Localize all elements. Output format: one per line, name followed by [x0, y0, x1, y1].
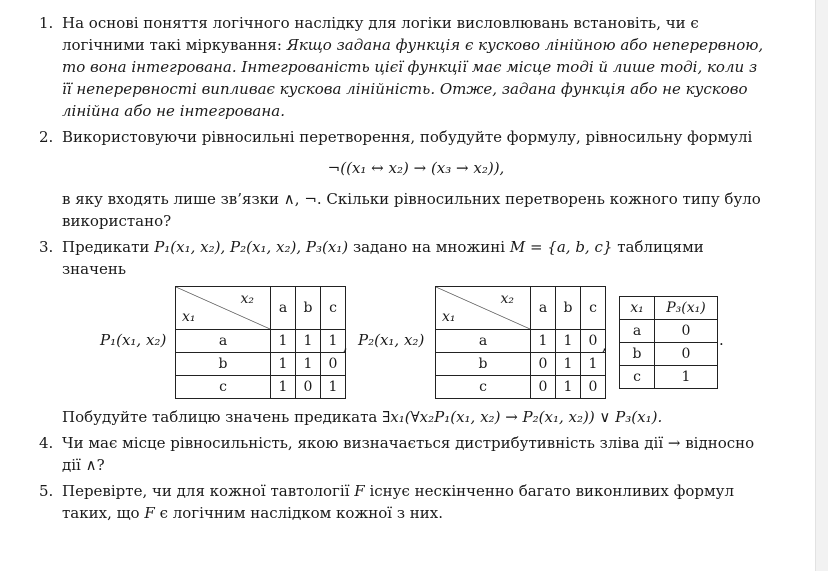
- table-header-row: [620, 297, 718, 320]
- column-header: a: [271, 287, 296, 330]
- column-header: b: [556, 287, 581, 330]
- problem-text: задано на множині: [352, 238, 506, 256]
- p1-label: P₁(x₁, x₂): [100, 331, 167, 349]
- predicate-formula: ∃x₁(∀x₂P₁(x₁, x₂) → P₂(x₁, x₂)) ∨ P₃(x₁).: [382, 408, 663, 426]
- set-definition: M = {a, b, c}: [509, 238, 613, 256]
- problem-4: [34, 432, 770, 476]
- row-var-label: x₁: [442, 309, 456, 325]
- table-cell: 0: [531, 353, 556, 376]
- table-cell: 1: [321, 376, 346, 399]
- column-header: c: [581, 287, 606, 330]
- problem-text: існує нескінченно багато виконливих формул таких, що: [62, 482, 735, 522]
- problem-number: 2.: [39, 128, 54, 146]
- col-var-label: x₂: [500, 291, 514, 307]
- problem-1: [34, 12, 770, 122]
- row-header: c: [176, 376, 271, 399]
- problem-number: 5.: [39, 482, 54, 500]
- table-cell: 0: [581, 376, 606, 399]
- problem-text: таблицями значень: [62, 238, 704, 278]
- p2-label: P₂(x₁, x₂): [358, 331, 425, 349]
- table-cell: 1: [531, 330, 556, 353]
- p1-table: [175, 286, 346, 399]
- col-var-label: x₂: [240, 291, 254, 307]
- table-cell: 1: [296, 330, 321, 353]
- problem-5: [34, 480, 770, 524]
- table-cell: 1: [556, 330, 581, 353]
- row-header: a: [176, 330, 271, 353]
- table-row: [176, 330, 346, 353]
- math-var: F: [144, 504, 155, 522]
- column-header: P₃(x₁): [655, 297, 718, 320]
- table-cell: 0: [296, 376, 321, 399]
- table-row: [436, 353, 606, 376]
- column-header: b: [296, 287, 321, 330]
- column-header: x₁: [620, 297, 655, 320]
- problem-text: є логічним наслідком кожної з них.: [159, 504, 444, 522]
- row-header: b: [436, 353, 531, 376]
- table-row: [436, 376, 606, 399]
- problem-text-continued: Побудуйте таблицю значень предиката: [62, 408, 378, 426]
- row-header: a: [436, 330, 531, 353]
- table-cell: 0: [581, 330, 606, 353]
- separator: ,: [602, 336, 607, 354]
- table-cell: 1: [581, 353, 606, 376]
- table-row: [176, 376, 346, 399]
- table-corner-header: [176, 287, 270, 329]
- math-var: F: [354, 482, 365, 500]
- problem-text: Перевірте, чи для кожної тавтології: [62, 482, 350, 500]
- predicate-list: P₁(x₁, x₂), P₂(x₁, x₂), P₃(x₁): [154, 238, 349, 256]
- p3-table: [619, 296, 718, 389]
- table-row: [176, 353, 346, 376]
- table-cell: 0: [531, 376, 556, 399]
- display-formula: ¬((x₁ ↔ x₂) → (x₃ → x₂)),: [327, 159, 505, 177]
- table-cell: 1: [271, 353, 296, 376]
- p2-table: [435, 286, 606, 399]
- truth-tables: [62, 284, 770, 402]
- table-cell: 1: [556, 353, 581, 376]
- table-cell: 1: [296, 353, 321, 376]
- table-cell: 0: [655, 343, 718, 366]
- table-row: [436, 330, 606, 353]
- problem-number: 4.: [39, 434, 54, 452]
- problem-number: 1.: [39, 14, 54, 32]
- column-header: c: [321, 287, 346, 330]
- problem-italic-text: Якщо задана функція є кусково лінійною або неперервною, то вона інтегрована. Інтегрованість цієї функції має місце тоді й лише тоді, коли з її неперервності випливає кускова лінійність. Отже, задана функція або не кусково лінійна або не інтегрована.: [62, 36, 764, 120]
- problem-text-continued: в яку входять лише зв’язки ∧, ¬. Скільки рівносильних перетворень кожного типу було використано?: [62, 190, 761, 230]
- table-corner-header: [436, 287, 530, 329]
- table-cell: 1: [556, 376, 581, 399]
- table-cell: 0: [321, 353, 346, 376]
- problem-2: [34, 126, 770, 232]
- column-header: a: [531, 287, 556, 330]
- problem-list: [34, 12, 770, 528]
- table-cell: 0: [655, 320, 718, 343]
- table-cell: a: [620, 320, 655, 343]
- row-header: b: [176, 353, 271, 376]
- table-cell: 1: [321, 330, 346, 353]
- problem-text: Предикати: [62, 238, 150, 256]
- table-cell: 1: [271, 330, 296, 353]
- row-var-label: x₁: [182, 309, 196, 325]
- table-row: [620, 343, 718, 366]
- problem-number: 3.: [39, 238, 54, 256]
- table-cell: 1: [655, 366, 718, 389]
- problem-text: Використовуючи рівносильні перетворення, побудуйте формулу, рівносильну формулі: [62, 128, 753, 146]
- separator: .: [719, 331, 724, 349]
- row-header: c: [436, 376, 531, 399]
- separator: ,: [343, 336, 348, 354]
- problem-3: [34, 236, 770, 428]
- table-row: [620, 366, 718, 389]
- problem-text: На основі поняття логічного наслідку для логіки висловлювань встановіть, чи є логічними такі міркування:: [62, 14, 699, 54]
- table-cell: b: [620, 343, 655, 366]
- problem-text: Чи має місце рівносильність, якою визначається дистрибутивність зліва дії → відносно дії ∧?: [62, 434, 755, 474]
- table-cell: 1: [271, 376, 296, 399]
- scrollbar-track[interactable]: [815, 0, 828, 571]
- table-cell: c: [620, 366, 655, 389]
- table-row: [620, 320, 718, 343]
